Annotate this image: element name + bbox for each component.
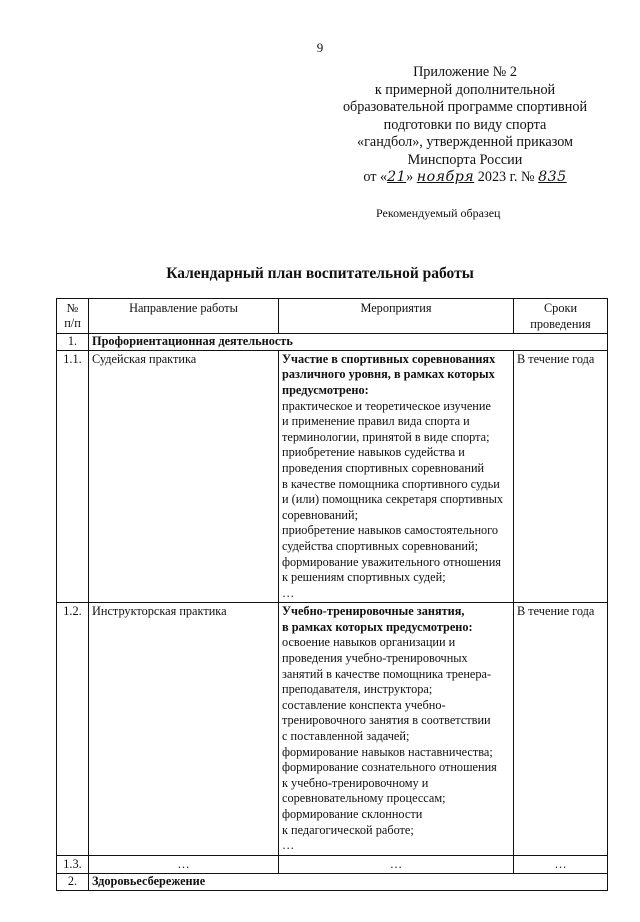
row-number: 1.3. [57,855,89,874]
row-terms: В течение года [514,350,608,603]
table-row [57,350,608,603]
row-direction: Инструкторская практика [89,603,279,856]
section-title: Профориентационная деятельность [89,334,608,351]
section-row [57,874,608,891]
row-terms: В течение года [514,603,608,856]
row-events: … [279,855,514,874]
appendix-line: подготовки по виду спорта [383,116,547,133]
table-header-row [57,299,608,334]
row-direction: … [89,855,279,874]
order-day-handwritten: 21 [387,169,407,185]
section-number: 2. [57,874,89,891]
row-number: 1.1. [57,350,89,603]
order-prefix: от « [363,169,388,185]
header-events: Мероприятия [279,299,514,334]
appendix-line: образовательной программе спортивной [342,99,588,116]
row-number: 1.2. [57,603,89,856]
section-number: 1. [57,334,89,351]
order-month-handwritten: ноября [416,169,475,185]
appendix-line: Приложение № 2 [413,64,517,80]
document-title: Календарный план воспитательной работы [166,265,474,282]
calendar-plan-table [56,298,608,891]
header-terms: Сроки проведения [514,299,608,334]
section-title: Здоровьесбережение [89,874,608,891]
appendix-line: «гандбол», утвержденной приказом [356,134,574,151]
row-terms: … [514,855,608,874]
order-number-handwritten: 835 [538,169,567,185]
table-row [57,855,608,874]
appendix-header [300,64,630,170]
order-year: 2023 г. № [474,169,539,185]
recommended-sample-label: Рекомендуемый образец [376,206,501,220]
header-number: № п/п [57,299,89,334]
section-row [57,334,608,351]
order-reference [300,169,630,186]
row-events: Участие в спортивных соревнованиях различного уровня, в рамках которых предусмотрено: практическое и теоретическое изучение и применение правил вида спорта и терминологии, принятой в виде спорта; приобретение навыков судейства и проведения спортивных соревнований в качестве помощника спортивного судьи и (или) помощника секретаря спортивных соревнований; приобретение навыков самостоятельного судейства спортивных соревнований; формирование уважительного отношения к решениям спортивных судей; … [279,350,514,603]
table-row [57,603,608,856]
appendix-line: к примерной дополнительной [374,81,556,98]
header-direction: Направление работы [89,299,279,334]
appendix-line: Минспорта России [407,151,523,168]
row-events: Учебно-тренировочные занятия, в рамках которых предусмотрено: освоение навыков организации и проведения учебно-тренировочных занятий в качестве помощника тренера- преподавателя, инструктора; составление конспекта учебно- тренировочного занятия в соответствии с поставленной задачей; формирование навыков наставничества; формирование сознательного отношения к учебно-тренировочному и соревновательному процессам; формирование склонности к педагогической работе; … [279,603,514,856]
row-direction: Судейская практика [89,350,279,603]
order-mid: » [406,169,417,185]
page-number: 9 [316,40,324,55]
